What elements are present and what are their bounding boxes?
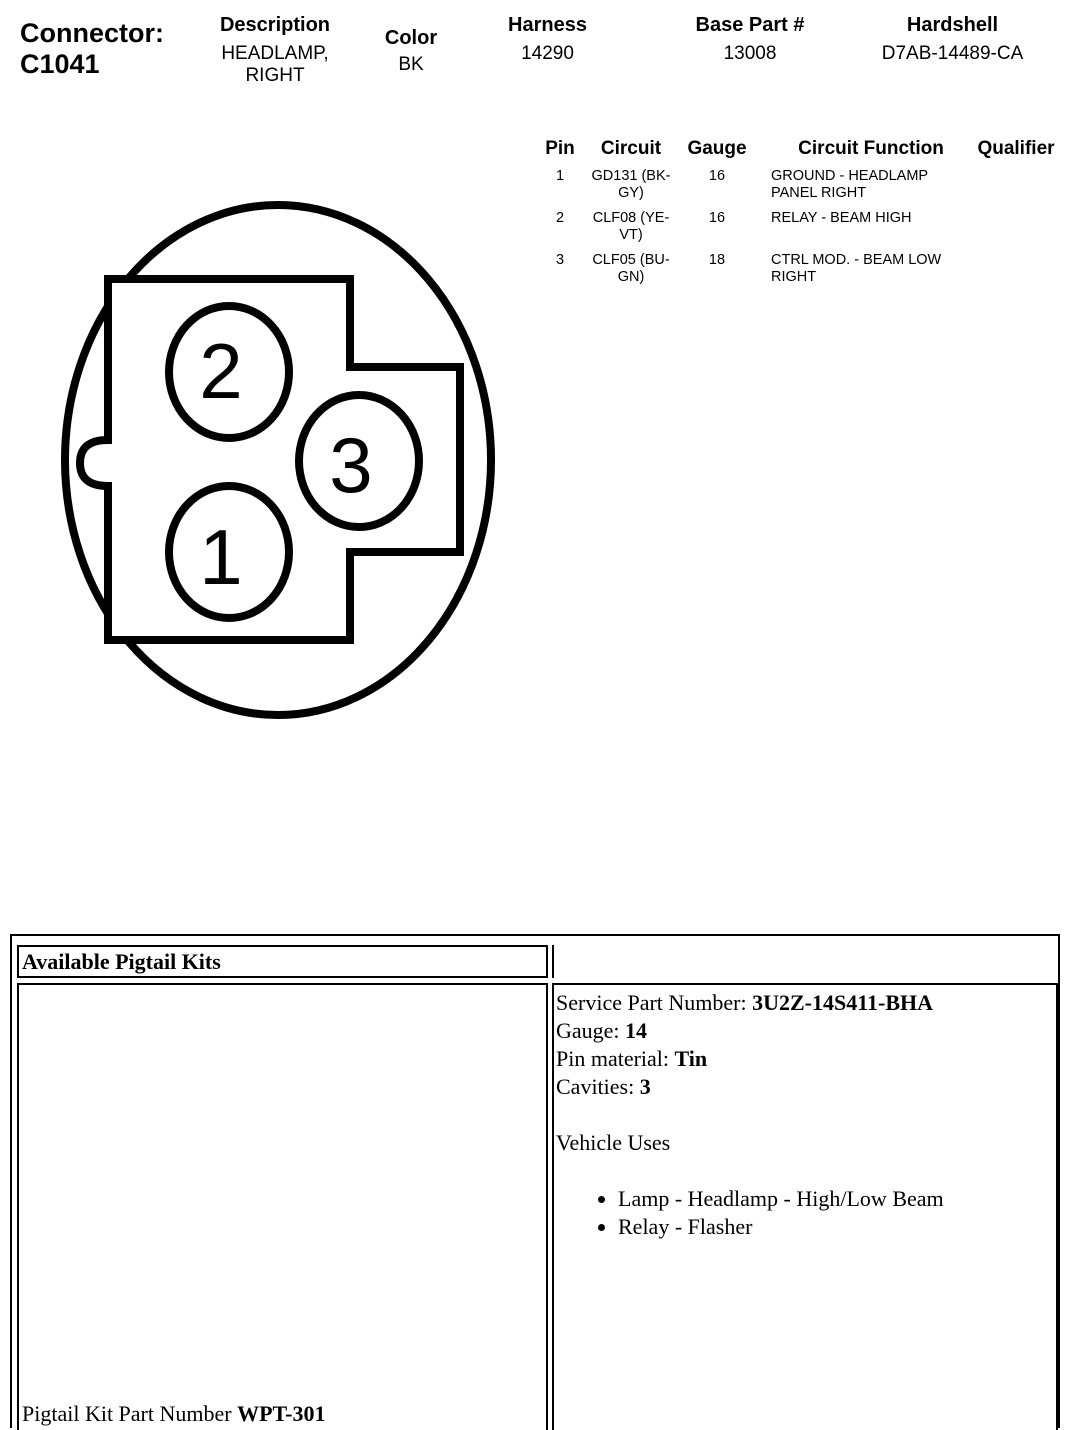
function-line1: RELAY - BEAM HIGH [771,210,912,226]
gauge-value: 14 [625,1018,648,1043]
cavities-value: 3 [639,1074,651,1099]
service-part-label: Service Part Number: [556,990,747,1015]
color-column [370,26,452,76]
hardshell-column [865,13,1040,65]
cavities-line [556,1073,1056,1101]
vehicle-uses-list [556,1185,1056,1241]
base-part-header: Base Part # [695,14,805,36]
harness-header: Harness [508,14,587,36]
circuit-cell [585,210,677,252]
service-part-line [556,989,1056,1017]
cavity-2-label: 2 [199,327,243,415]
pin-table [535,138,1061,294]
qualifier-cell [971,252,1061,294]
pigtail-details [552,983,1058,1430]
pigtail-kit-panel [10,934,1060,1428]
kit-part-label: Pigtail Kit Part Number [22,1401,232,1426]
description-value-line1: HEADLAMP, [221,43,329,64]
pin-table-header-row [535,138,1061,168]
qualifier-cell [971,168,1061,210]
circuit-function-header: Circuit Function [798,138,944,159]
description-header: Description [219,14,331,36]
circuit-header: Circuit [600,138,662,159]
description-column [205,13,345,87]
connector-title [20,18,164,80]
pigtail-image-area [17,983,548,1430]
pigtail-header-spacer [552,945,1058,978]
service-part-value: 3U2Z-14S411-BHA [752,990,934,1015]
circuit-line1: GD131 (BK- [591,168,671,184]
pigtail-kit-title: Available Pigtail Kits [17,945,548,978]
pin-number: 1 [555,168,565,184]
gauge-cell: 18 [708,252,726,268]
hardshell-value: D7AB-14489-CA [881,43,1024,64]
circuit-line1: CLF08 (YE- [592,210,670,226]
pin-number: 2 [555,210,565,226]
pin-header: Pin [545,138,575,159]
hardshell-header: Hardshell [906,14,999,36]
connector-face-diagram [0,200,520,730]
list-item: • Lamp - Headlamp - High/Low Beam [618,1185,1056,1213]
pin-material-label: Pin material: [556,1046,670,1071]
table-row [535,210,1061,252]
qualifier-cell [971,210,1061,252]
gauge-label: Gauge: [556,1018,620,1043]
gauge-cell: 16 [708,210,726,226]
cavities-label: Cavities: [556,1074,635,1099]
qualifier-header: Qualifier [977,138,1055,159]
kit-part-value: WPT-301 [237,1401,326,1426]
cavity-1-label: 1 [199,513,243,601]
circuit-line2: GN) [617,269,645,285]
base-part-column [680,13,820,65]
circuit-cell [585,168,677,210]
pigtail-kit-part-number [22,1401,326,1427]
circuit-line2: GY) [618,185,644,201]
harness-column [490,13,605,65]
circuit-line1: CLF05 (BU- [592,252,670,268]
color-header: Color [384,27,438,49]
list-item: • Relay - Flasher [618,1213,1056,1241]
circuit-cell [585,252,677,294]
connector-id: C1041 [20,49,100,79]
pin-material-value: Tin [674,1046,708,1071]
vehicle-uses-label: Vehicle Uses [556,1130,671,1155]
table-row [535,168,1061,210]
connector-housing [80,279,460,640]
function-line1: CTRL MOD. - BEAM LOW [771,252,942,268]
cavity-3-label: 3 [329,421,373,509]
description-value-line2: RIGHT [245,65,305,86]
circuit-line2: VT) [619,227,643,243]
pin-material-line [556,1045,1056,1073]
function-line1: GROUND - HEADLAMP [771,168,929,184]
function-cell [757,168,971,210]
base-part-value: 13008 [723,43,777,64]
function-cell [757,252,971,294]
function-line2: RIGHT [771,269,817,285]
function-line2: PANEL RIGHT [771,185,867,201]
table-row [535,252,1061,294]
gauge-line [556,1017,1056,1045]
function-cell [757,210,971,252]
pin-number: 3 [555,252,565,268]
color-value: BK [398,54,424,75]
gauge-cell: 16 [708,168,726,184]
gauge-header: Gauge [687,138,747,159]
connector-label: Connector: [20,18,164,48]
harness-value: 14290 [521,43,574,64]
